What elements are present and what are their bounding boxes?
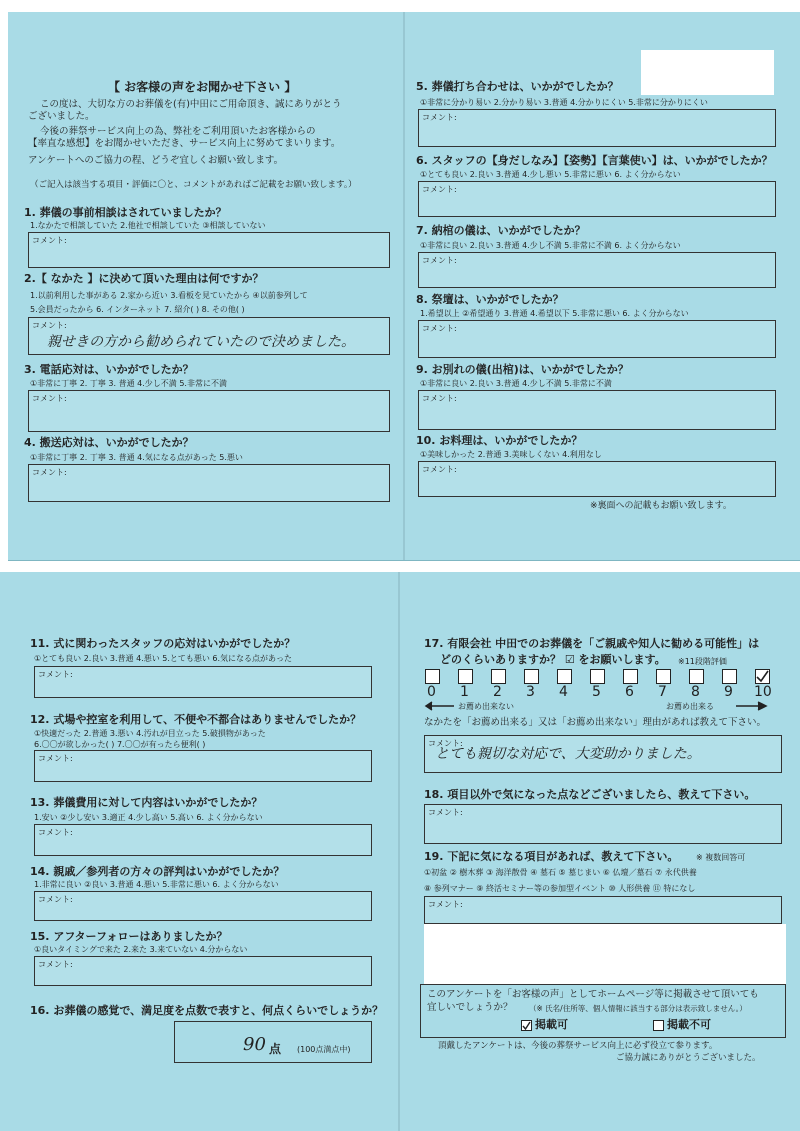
q3-options: ①非常に丁寧 2. 丁寧 3. 普通 4.少し不満 5.非常に不満 xyxy=(30,379,227,388)
intro-line-1: この度は、大切な方のお葬儀を(有)中田にご用命頂き、誠にありがとう xyxy=(40,99,342,110)
scale-checkbox-10[interactable] xyxy=(755,669,770,684)
comment-label: コメント: xyxy=(38,828,73,837)
publish-line-2: 宜しいでしょうか？ xyxy=(427,1002,513,1013)
q15-options: ①良いタイミングで来た 2.来た 3.来ていない 4.分からない xyxy=(34,945,248,954)
comment-label: コメント: xyxy=(38,895,73,904)
q17-handwritten-comment: とても親切な対応で、大変助かりました。 xyxy=(435,746,701,762)
q11-comment-box[interactable] xyxy=(34,666,372,698)
comment-label: コメント: xyxy=(422,113,457,122)
scale-number: 7 xyxy=(658,684,667,700)
q4-comment-box[interactable] xyxy=(28,464,390,502)
q17-comment-box[interactable] xyxy=(424,735,782,773)
q15-title: 15. アフターフォローはありましたか？ xyxy=(30,930,228,943)
scale-checkbox-9[interactable] xyxy=(722,669,737,684)
q12-options-2: 6.〇〇が欲しかった( ) 7.〇〇が有ったら便利( ) xyxy=(34,740,206,749)
q12-title: 12. 式場や控室を利用して、不便や不都合はありませんでしたか？ xyxy=(30,713,362,726)
scale-checkbox-1[interactable] xyxy=(458,669,473,684)
comment-label: コメント: xyxy=(32,321,67,330)
comment-label: コメント: xyxy=(422,185,457,194)
q4-options: ①非常に丁寧 2. 丁寧 3. 普通 4.気になる点があった 5.悪い xyxy=(30,453,243,462)
comment-label: コメント: xyxy=(32,468,67,477)
q14-title: 14. 親戚／参列者の方々の評判はいかがでしたか？ xyxy=(30,865,285,878)
comment-label: コメント: xyxy=(38,670,73,679)
q9-options: ①非常に良い 2.良い 3.普通 4.少し不満 5.非常に不満 xyxy=(420,379,612,388)
q3-comment-box[interactable] xyxy=(28,390,390,432)
q4-title: 4. 搬送応対は、いかがでしたか？ xyxy=(24,436,194,449)
intro-line-5: アンケートへのご協力の程、どうぞ宜しくお願い致します。 xyxy=(28,155,284,166)
comment-label: コメント: xyxy=(422,465,457,474)
redacted-area xyxy=(641,50,774,95)
q19-title: 19. 下記に気になる項目があれば、教えて下さい。 xyxy=(424,850,679,863)
q13-comment-box[interactable] xyxy=(34,824,372,856)
q5-options: ①非常に分かり易い 2.分かり易い 3.普通 4.分かりにくい 5.非常に分かりにくい xyxy=(420,98,708,107)
q10-comment-box[interactable] xyxy=(418,461,776,497)
q12-comment-box[interactable] xyxy=(34,750,372,782)
scale-number: 5 xyxy=(592,684,601,700)
q17-title-1: 17. 有限会社 中田でのお葬儀を「ご親戚や知人に勧める可能性」は xyxy=(424,637,760,650)
q19-note: ※ 複数回答可 xyxy=(696,853,746,862)
q6-options: ①とても良い 2.良い 3.普通 4.少し悪い 5.非常に悪い 6. よく分からない xyxy=(420,170,681,179)
q1-options: 1.なかたで相談していた 2.他社で相談していた ③相談していない xyxy=(30,221,266,230)
q17-title-2: どのくらいありますか？ ☑ をお願いします。 xyxy=(440,653,666,666)
publish-allow-checkbox[interactable] xyxy=(521,1020,532,1031)
q1-comment-box[interactable] xyxy=(28,232,390,268)
q16-score-value: 90 xyxy=(243,1034,266,1055)
scale-checkbox-8[interactable] xyxy=(689,669,704,684)
q10-options: ①美味しかった 2.普通 3.美味しくない 4.利用なし xyxy=(420,450,602,459)
q7-options: ①非常に良い 2.良い 3.普通 4.少し不満 5.非常に不満 6. よく分からない xyxy=(420,241,681,250)
survey-sheet-front xyxy=(8,12,800,561)
q14-comment-box[interactable] xyxy=(34,891,372,921)
q8-title: 8. 祭壇は、いかがでしたか？ xyxy=(416,293,564,306)
scale-checkbox-0[interactable] xyxy=(425,669,440,684)
q16-title: 16. お葬儀の感覚で、満足度を点数で表すと、何点くらいでしょうか？ xyxy=(30,1004,384,1017)
publish-allow-label: 掲載可 xyxy=(535,1018,568,1031)
q2-options-2: 5.会員だったから 6. インターネット 7. 紹介( ) 8. その他( ) xyxy=(30,305,245,314)
q10-title: 10. お料理は、いかがでしたか？ xyxy=(416,434,583,447)
scale-number: 8 xyxy=(691,684,700,700)
q17-scale-note: ※11段階評価 xyxy=(678,657,727,666)
publish-consent-box xyxy=(420,984,786,1038)
scale-checkbox-6[interactable] xyxy=(623,669,638,684)
intro-line-3: 今後の葬祭サービス向上の為、弊社をご利用頂いたお客様からの xyxy=(40,126,316,137)
q5-comment-box[interactable] xyxy=(418,109,776,147)
q18-comment-box[interactable] xyxy=(424,804,782,844)
survey-sheet-back xyxy=(0,572,800,1131)
q6-title: 6. スタッフの【身だしなみ】【姿勢】【言葉使い】は、いかがでしたか？ xyxy=(416,154,773,167)
instruction: （ご記入は該当する項目・評価に〇と、コメントがあればご記載をお願い致します。） xyxy=(30,180,357,190)
checkmark-icon xyxy=(522,1021,531,1030)
q17-scale xyxy=(425,669,775,699)
scale-checkbox-4[interactable] xyxy=(557,669,572,684)
comment-label: コメント: xyxy=(38,960,73,969)
scale-number: 3 xyxy=(526,684,535,700)
back-note: ※裏面への記載もお願い致します。 xyxy=(590,501,732,511)
fold-line xyxy=(403,12,405,560)
intro-line-4: 【率直な感想】をお聞かせいただき、サービス向上に努めてまいります。 xyxy=(28,138,341,149)
scale-number: 10 xyxy=(754,684,772,700)
redacted-area xyxy=(424,924,786,984)
q19-comment-box[interactable] xyxy=(424,896,782,924)
scale-number: 6 xyxy=(625,684,634,700)
q17-low-label: お薦め出来ない xyxy=(458,702,514,711)
q16-score-unit: 点 xyxy=(269,1042,282,1056)
q2-title: 2.【 なかた 】に決めて頂いた理由は何ですか？ xyxy=(24,272,264,285)
scale-checkbox-2[interactable] xyxy=(491,669,506,684)
arrow-right-icon xyxy=(734,701,768,711)
checkmark-icon xyxy=(756,670,769,683)
q11-options: ①とても良い 2.良い 3.普通 4.悪い 5.とても悪い 6.気になる点があった xyxy=(34,654,292,663)
comment-label: コメント: xyxy=(422,394,457,403)
q11-title: 11. 式に関わったスタッフの応対はいかがでしたか？ xyxy=(30,637,296,650)
q16-score-box[interactable] xyxy=(174,1021,372,1063)
q9-comment-box[interactable] xyxy=(418,390,776,430)
footer-line-2: ご協力誠にありがとうございました。 xyxy=(616,1053,761,1063)
scale-number: 4 xyxy=(559,684,568,700)
q17-high-label: お薦め出来る xyxy=(666,702,714,711)
publish-deny-label: 掲載不可 xyxy=(667,1018,711,1031)
scale-number: 1 xyxy=(460,684,469,700)
comment-label: コメント: xyxy=(428,808,463,817)
q15-comment-box[interactable] xyxy=(34,956,372,986)
q18-title: 18. 項目以外で気になった点などございましたら、教えて下さい。 xyxy=(424,788,756,801)
q7-title: 7. 納棺の儀は、いかがでしたか？ xyxy=(416,224,586,237)
comment-label: コメント: xyxy=(38,754,73,763)
page-title: 【 お客様の声をお聞かせ下さい 】 xyxy=(108,80,297,94)
q3-title: 3. 電話応対は、いかがでしたか？ xyxy=(24,363,194,376)
q8-options: 1.希望以上 ②希望通り 3.普通 4.希望以下 5.非常に悪い 6. よく分からない xyxy=(420,309,689,318)
comment-label: コメント: xyxy=(422,256,457,265)
q12-options-1: ①快適だった 2.普通 3.悪い 4.汚れが目立った 5.破損物があった xyxy=(34,729,266,738)
q13-title: 13. 葬儀費用に対して内容はいかがでしたか？ xyxy=(30,796,263,809)
q14-options: 1.非常に良い ②良い 3.普通 4.悪い 5.非常に悪い 6. よく分からない xyxy=(34,880,279,889)
q2-comment-box[interactable] xyxy=(28,317,390,355)
q19-options-2: ⑧ 参列マナー ⑨ 終活セミナー等の参加型イベント ⑩ 人形供養 ⑪ 特になし xyxy=(424,884,696,893)
q1-title: 1. 葬儀の事前相談はされていましたか？ xyxy=(24,206,227,219)
scale-checkbox-5[interactable] xyxy=(590,669,605,684)
comment-label: コメント: xyxy=(422,324,457,333)
comment-label: コメント: xyxy=(428,739,463,748)
q17-reason-prompt: なかたを「お薦め出来る」又は「お薦め出来ない」理由があれば教えて下さい。 xyxy=(424,717,767,728)
scale-checkbox-7[interactable] xyxy=(656,669,671,684)
q16-score-note: (100点満点中) xyxy=(297,1045,351,1054)
arrow-left-icon xyxy=(424,701,456,711)
scale-number: 9 xyxy=(724,684,733,700)
q8-comment-box[interactable] xyxy=(418,320,776,358)
publish-line-1: このアンケートを「お客様の声」としてホームページ等に掲載させて頂いても xyxy=(427,989,759,1000)
publish-deny-checkbox[interactable] xyxy=(653,1020,664,1031)
comment-label: コメント: xyxy=(32,394,67,403)
comment-label: コメント: xyxy=(428,900,463,909)
scale-number: 0 xyxy=(427,684,436,700)
fold-line xyxy=(398,572,400,1131)
scale-checkbox-3[interactable] xyxy=(524,669,539,684)
q13-options: 1.安い ②少し安い 3.適正 4.少し高い 5.高い 6. よく分からない xyxy=(34,813,263,822)
q5-title: 5. 葬儀打ち合わせは、いかがでしたか？ xyxy=(416,80,619,93)
publish-note: （※ 氏名/住所等、個人情報に該当する部分は表示致しません。） xyxy=(529,1004,747,1013)
scale-number: 2 xyxy=(493,684,502,700)
q19-options-1: ①初盆 ② 樹木葬 ③ 海洋散骨 ④ 墓石 ⑤ 墓じまい ⑥ 仏壇／墓石 ⑦ 永代供養 xyxy=(424,868,697,877)
q6-comment-box[interactable] xyxy=(418,181,776,217)
footer-line-1: 頂戴したアンケートは、今後の葬祭サービス向上に必ず役立て参ります。 xyxy=(438,1041,718,1051)
q7-comment-box[interactable] xyxy=(418,252,776,288)
q2-options-1: 1.以前利用した事がある 2.家から近い 3.看板を見ていたから ④以前参列して xyxy=(30,291,308,300)
q9-title: 9. お別れの儀(出棺)は、いかがでしたか？ xyxy=(416,363,629,376)
q2-handwritten-comment: 親せきの方から勧められていたので決めました。 xyxy=(47,334,355,350)
comment-label: コメント: xyxy=(32,236,67,245)
intro-line-2: ございました。 xyxy=(28,111,95,122)
